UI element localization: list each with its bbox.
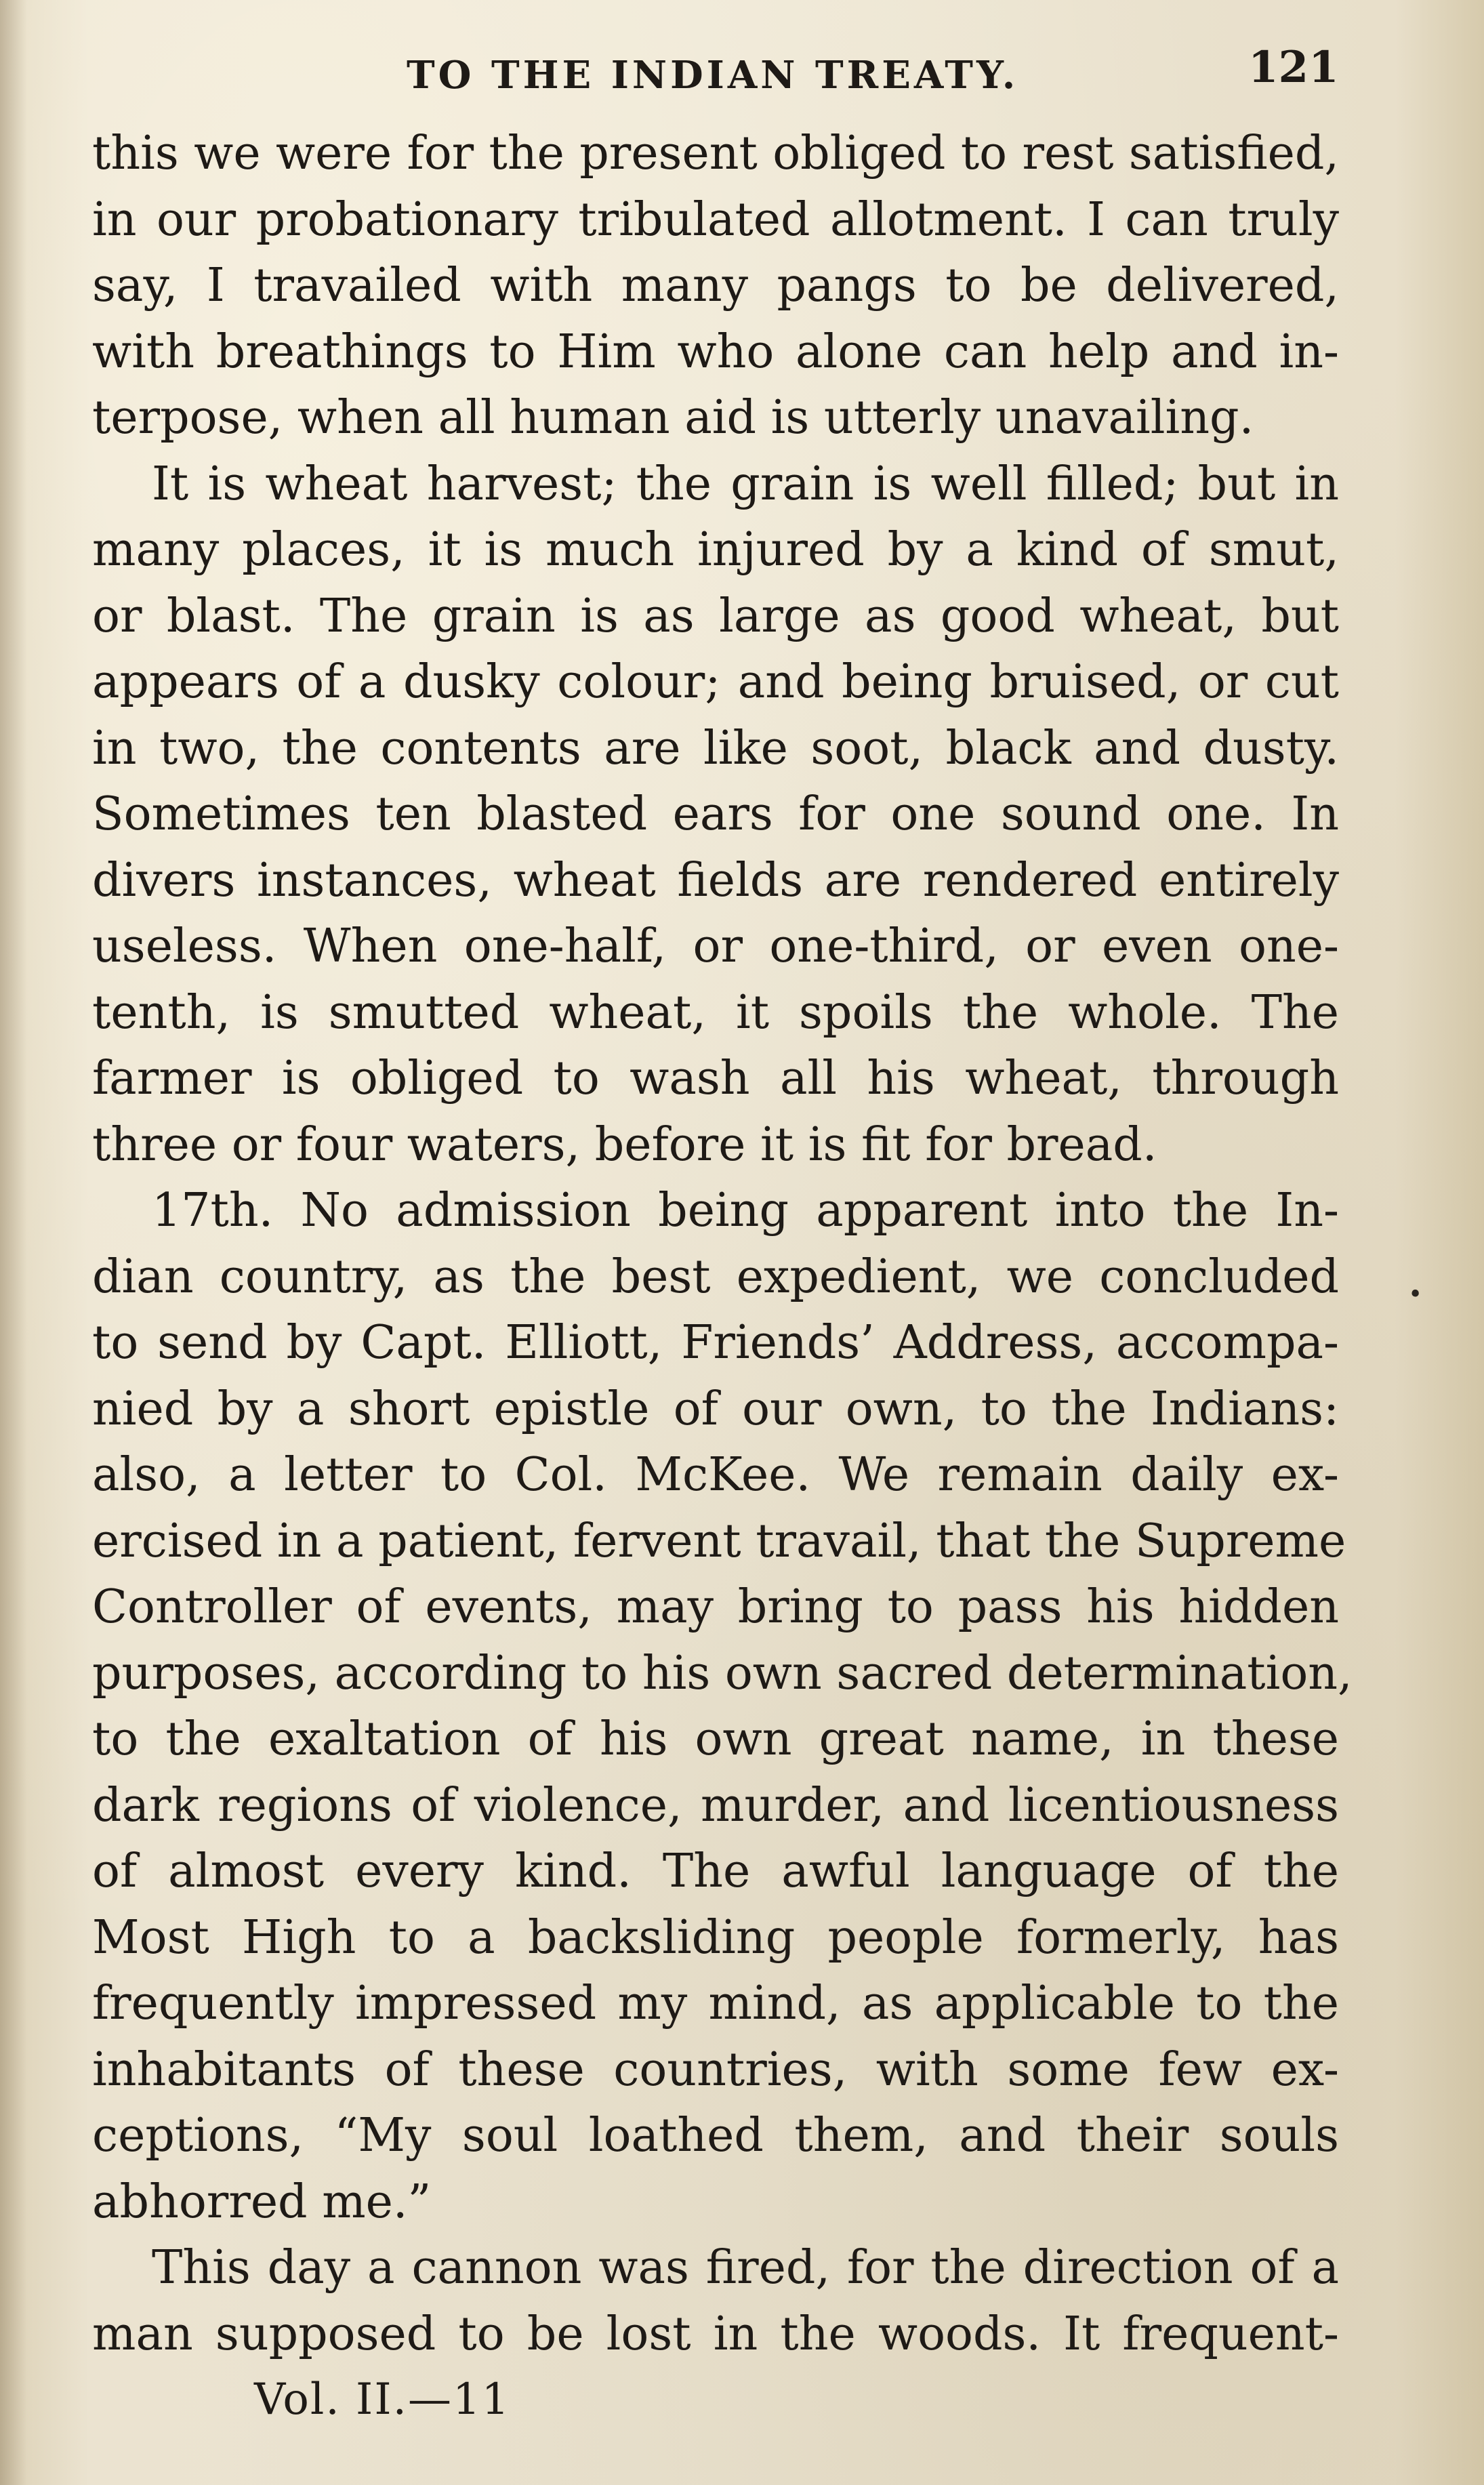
signature-mark: Vol. II.—11: [254, 2375, 511, 2425]
text-line: This day a cannon was fired, for the direction of a: [152, 2241, 1339, 2295]
body-text: [92, 121, 1353, 2367]
text-line: many places, it is much injured by a kind of smut,: [92, 523, 1339, 577]
text-line: Sometimes ten blasted ears for one sound one. In: [92, 787, 1339, 841]
text-line: terpose, when all human aid is utterly unavailing.: [92, 391, 1254, 445]
text-line: in two, the contents are like soot, black and dusty.: [92, 721, 1339, 775]
text-line: ceptions, “My soul loathed them, and their souls: [92, 2109, 1339, 2162]
text-line: to the exaltation of his own great name, in these: [92, 1712, 1339, 1766]
text-line: abhorred me.”: [92, 2175, 432, 2229]
text-line: ercised in a patient, fervent travail, that the Supreme: [92, 1514, 1346, 1568]
text-line: nied by a short epistle of our own, to the Indians:: [92, 1382, 1339, 1436]
text-line: three or four waters, before it is fit for bread.: [92, 1117, 1157, 1172]
text-line: farmer is obliged to wash all his wheat, through: [92, 1052, 1339, 1105]
text-line: in our probationary tribulated allotment. I can truly: [92, 192, 1339, 247]
text-line: say, I travailed with many pangs to be delivered,: [92, 259, 1339, 312]
gutter-shadow: [0, 0, 27, 2485]
text-line: dian country, as the best expedient, we concluded: [92, 1250, 1339, 1304]
text-line: tenth, is smutted wheat, it spoils the whole. The: [92, 985, 1339, 1040]
page-number: 121: [1248, 42, 1339, 93]
running-title: TO THE INDIAN TREATY.: [407, 53, 1019, 98]
text-line: man supposed to be lost in the woods. It frequent-: [92, 2307, 1339, 2361]
text-line: to send by Capt. Elliott, Friends’ Address, accompa-: [92, 1316, 1339, 1370]
text-line: purposes, according to his own sacred determination,: [92, 1646, 1353, 1700]
text-line: inhabitants of these countries, with some few ex-: [92, 2042, 1339, 2097]
text-line: It is wheat harvest; the grain is well filled; but in: [152, 457, 1339, 511]
text-line: also, a letter to Col. McKee. We remain daily ex-: [92, 1448, 1339, 1502]
text-line: of almost every kind. The awful language of the: [92, 1845, 1339, 1898]
text-line: frequently impressed my mind, as applicable to the: [92, 1977, 1339, 2030]
text-line: 17th. No admission being apparent into the In-: [152, 1184, 1339, 1237]
text-line: this we were for the present obliged to rest satisfied,: [92, 127, 1339, 180]
text-line: Most High to a backsliding people formerly, has: [92, 1910, 1339, 1965]
text-line: Controller of events, may bring to pass his hidden: [92, 1580, 1339, 1634]
text-line: useless. When one-half, or one-third, or even one-: [92, 920, 1339, 973]
text-line: with breathings to Him who alone can help and in-: [92, 325, 1339, 379]
text-line: appears of a dusky colour; and being bruised, or cut: [92, 655, 1339, 709]
margin-mark: •: [1408, 1281, 1423, 1309]
text-line: divers instances, wheat fields are rendered entirely: [92, 853, 1339, 907]
text-line: dark regions of violence, murder, and licentiousness: [92, 1778, 1339, 1832]
text-line: or blast. The grain is as large as good wheat, but: [92, 589, 1339, 643]
